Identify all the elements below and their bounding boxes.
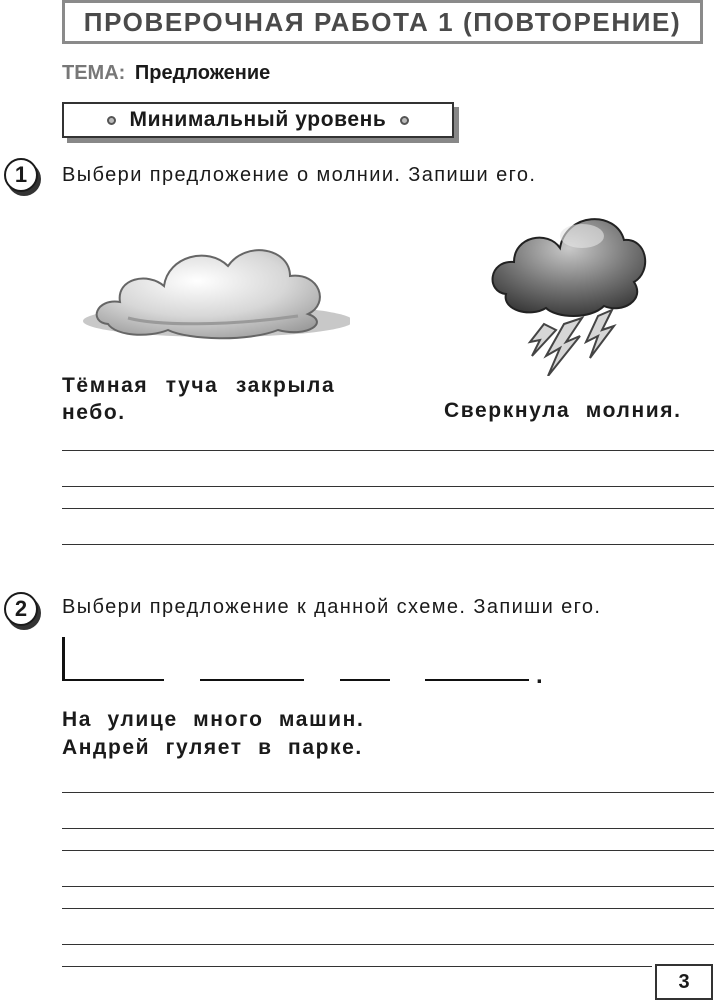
- option-1a-line2: небо.: [62, 401, 126, 424]
- topic-label: ТЕМА:: [62, 62, 126, 84]
- topic-value: Предложение: [134, 62, 271, 84]
- writing-line: [62, 544, 714, 545]
- bullet-icon: [107, 116, 116, 125]
- writing-line: [62, 508, 714, 509]
- worksheet-title: ПРОВЕРОЧНАЯ РАБОТА 1 (ПОВТОРЕНИЕ): [83, 6, 682, 37]
- task-number-2: 2: [4, 592, 38, 626]
- option-2a: На улице много машин.: [62, 708, 365, 731]
- topic-line: [62, 62, 270, 85]
- task-number-1: 1: [4, 158, 38, 192]
- scheme-word-line: [425, 679, 529, 681]
- writing-line: [62, 850, 714, 851]
- scheme-capital-marker: [62, 637, 65, 681]
- option-1b: Сверкнула молния.: [444, 399, 682, 422]
- writing-line: [62, 486, 714, 487]
- option-1a: [62, 372, 335, 426]
- scheme-period: .: [536, 662, 543, 689]
- writing-line: [62, 966, 652, 967]
- scheme-word-line: [200, 679, 304, 681]
- level-badge: [62, 102, 454, 138]
- writing-line: [62, 450, 714, 451]
- writing-line: [62, 908, 714, 909]
- writing-line: [62, 886, 714, 887]
- writing-line: [62, 792, 714, 793]
- option-1a-line1: Тёмная туча закрыла: [62, 374, 336, 397]
- scheme-word-line: [340, 679, 390, 681]
- cloud-icon: [68, 226, 350, 354]
- scheme-word-line: [62, 679, 164, 681]
- task-1-instruction: Выбери предложение о молнии. Запиши его.: [62, 164, 537, 186]
- lightning-cloud-icon: [486, 206, 648, 376]
- writing-line: [62, 944, 714, 945]
- writing-line: [62, 828, 714, 829]
- option-2b: Андрей гуляет в парке.: [62, 736, 363, 759]
- worksheet-header: [62, 0, 703, 44]
- bullet-icon: [400, 116, 409, 125]
- task-2-instruction: Выбери предложение к данной схеме. Запиши его.: [62, 596, 602, 618]
- level-label: Минимальный уровень: [129, 108, 387, 131]
- page-number: 3: [655, 964, 713, 1000]
